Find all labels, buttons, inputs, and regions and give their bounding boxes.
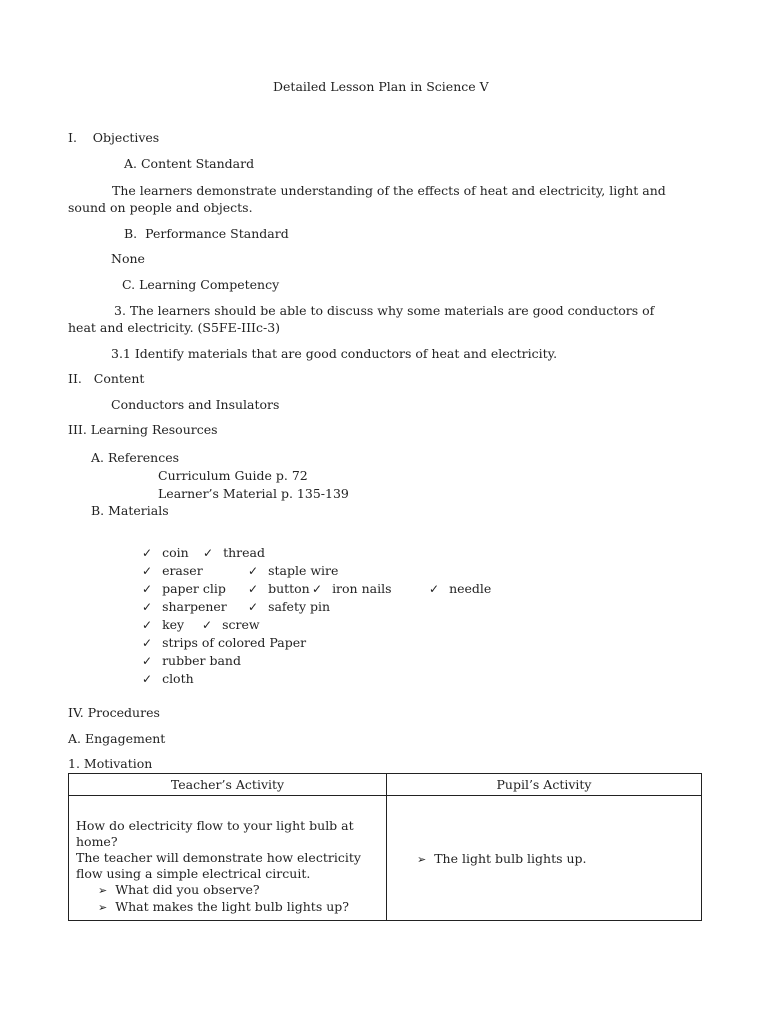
learning-competency-label: C. Learning Competency bbox=[122, 277, 280, 292]
material-item: ✓ iron nails bbox=[312, 581, 392, 597]
material-item: ✓ needle bbox=[429, 581, 491, 597]
material-item: ✓ strips of colored Paper bbox=[142, 635, 306, 651]
materials-label: B. Materials bbox=[91, 503, 169, 518]
material-item: ✓ thread bbox=[203, 545, 265, 561]
performance-standard-text: None bbox=[111, 251, 145, 266]
material-item: ✓ staple wire bbox=[248, 563, 338, 579]
reference-learners-material: Learner’s Material p. 135-139 bbox=[158, 486, 349, 501]
content-standard-text-2: sound on people and objects. bbox=[68, 200, 253, 215]
pupil-activity-cell bbox=[387, 796, 702, 921]
performance-standard-label: B. Performance Standard bbox=[124, 226, 289, 241]
references-label: A. References bbox=[91, 450, 180, 465]
learning-competency-text-3: 3.1 Identify materials that are good conductors of heat and electricity. bbox=[111, 346, 558, 361]
material-item: ✓ coin bbox=[142, 545, 189, 561]
teacher-demonstration: The teacher will demonstrate how electricity flow using a simple electrical circuit. bbox=[76, 850, 361, 881]
material-item: ✓ eraser bbox=[142, 563, 203, 579]
motivation-table bbox=[68, 773, 702, 921]
content-text: Conductors and Insulators bbox=[111, 397, 280, 412]
content-heading: II. Content bbox=[68, 371, 145, 386]
motivation-label: 1. Motivation bbox=[68, 756, 153, 771]
learning-competency-text-1: 3. The learners should be able to discuss why some materials are good conductors of bbox=[114, 303, 655, 318]
content-standard-label: A. Content Standard bbox=[124, 156, 255, 171]
teacher-activity-header: Teacher’s Activity bbox=[69, 774, 387, 796]
material-item: ✓ rubber band bbox=[142, 653, 241, 669]
material-item: ✓ key bbox=[142, 617, 184, 633]
material-item: ✓ screw bbox=[202, 617, 260, 633]
engagement-label: A. Engagement bbox=[68, 731, 166, 746]
procedures-heading: IV. Procedures bbox=[68, 705, 160, 720]
material-item: ✓ cloth bbox=[142, 671, 194, 687]
teacher-question: How do electricity flow to your light bulb at home? bbox=[76, 818, 354, 849]
content-standard-text-1: The learners demonstrate understanding of the effects of heat and electricity, light and bbox=[112, 183, 666, 198]
page-title: Detailed Lesson Plan in Science V bbox=[273, 79, 489, 94]
lightbulb-question: ➢ What makes the light bulb lights up? bbox=[76, 899, 380, 916]
material-item: ✓ safety pin bbox=[248, 599, 330, 615]
material-item: ✓ paper clip bbox=[142, 581, 226, 597]
material-item: ✓ button bbox=[248, 581, 310, 597]
pupil-activity-header: Pupil’s Activity bbox=[387, 774, 702, 796]
reference-curriculum-guide: Curriculum Guide p. 72 bbox=[158, 468, 308, 483]
teacher-activity-cell bbox=[69, 796, 387, 921]
material-item: ✓ sharpener bbox=[142, 599, 227, 615]
objectives-heading: I. Objectives bbox=[68, 130, 160, 145]
pupil-answer: ➢ The light bulb lights up. bbox=[417, 851, 587, 866]
learning-resources-heading: III. Learning Resources bbox=[68, 422, 218, 437]
learning-competency-text-2: heat and electricity. (S5FE-IIIc-3) bbox=[68, 320, 281, 335]
observation-question: ➢ What did you observe? bbox=[76, 882, 380, 899]
